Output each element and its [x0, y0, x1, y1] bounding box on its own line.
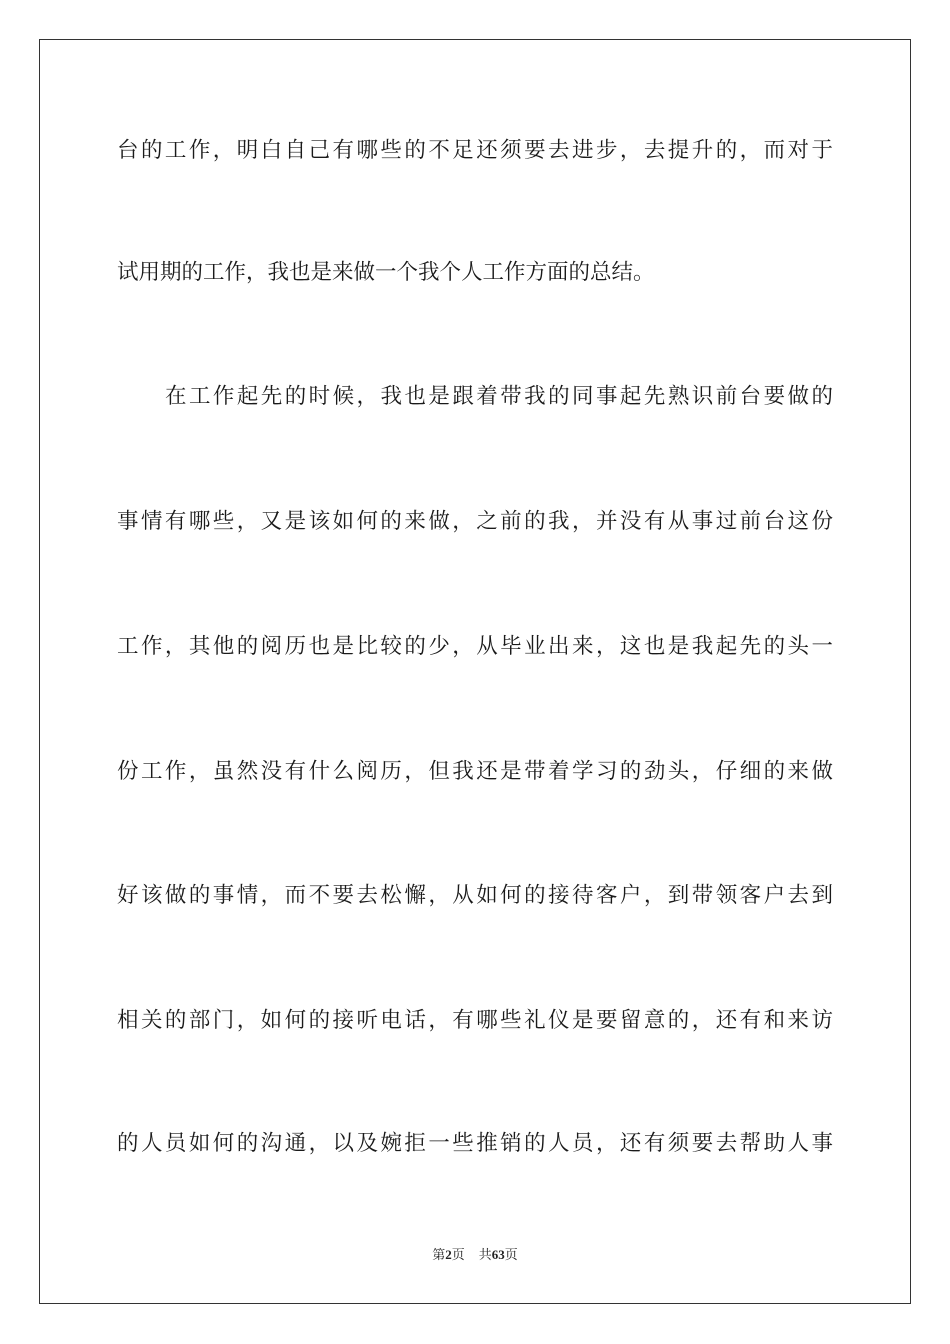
- page-border: [39, 39, 911, 1304]
- body-text-line: 好该做的事情，而不要去松懈，从如何的接待客户，到带领客户去到: [117, 883, 833, 908]
- paragraph-first-line: 在工作起先的时候，我也是跟着带我的同事起先熟识前台要做的: [165, 384, 833, 409]
- body-text-line: 工作，其他的阅历也是比较的少，从毕业出来，这也是我起先的头一: [117, 634, 833, 659]
- total-prefix: 共: [478, 1248, 492, 1263]
- body-text-line: 的人员如何的沟通，以及婉拒一些推销的人员，还有须要去帮助人事: [117, 1131, 833, 1156]
- page-suffix: 页: [451, 1248, 465, 1263]
- body-text-line: 事情有哪些，又是该如何的来做，之前的我，并没有从事过前台这份: [117, 509, 833, 534]
- total-pages: 63: [491, 1247, 505, 1262]
- total-suffix: 页: [504, 1248, 518, 1263]
- body-text-line: 相关的部门，如何的接听电话，有哪些礼仪是要留意的，还有和来访: [117, 1008, 833, 1033]
- page-footer: [0, 1246, 950, 1265]
- body-text-line: 试用期的工作，我也是来做一个我个人工作方面的总结。: [117, 260, 655, 285]
- body-text-line: 台的工作，明白自己有哪些的不足还须要去进步，去提升的，而对于: [117, 138, 833, 163]
- page-number: 2: [445, 1247, 452, 1262]
- page-prefix: 第: [432, 1248, 446, 1263]
- body-text-line: 份工作，虽然没有什么阅历，但我还是带着学习的劲头，仔细的来做: [117, 759, 833, 784]
